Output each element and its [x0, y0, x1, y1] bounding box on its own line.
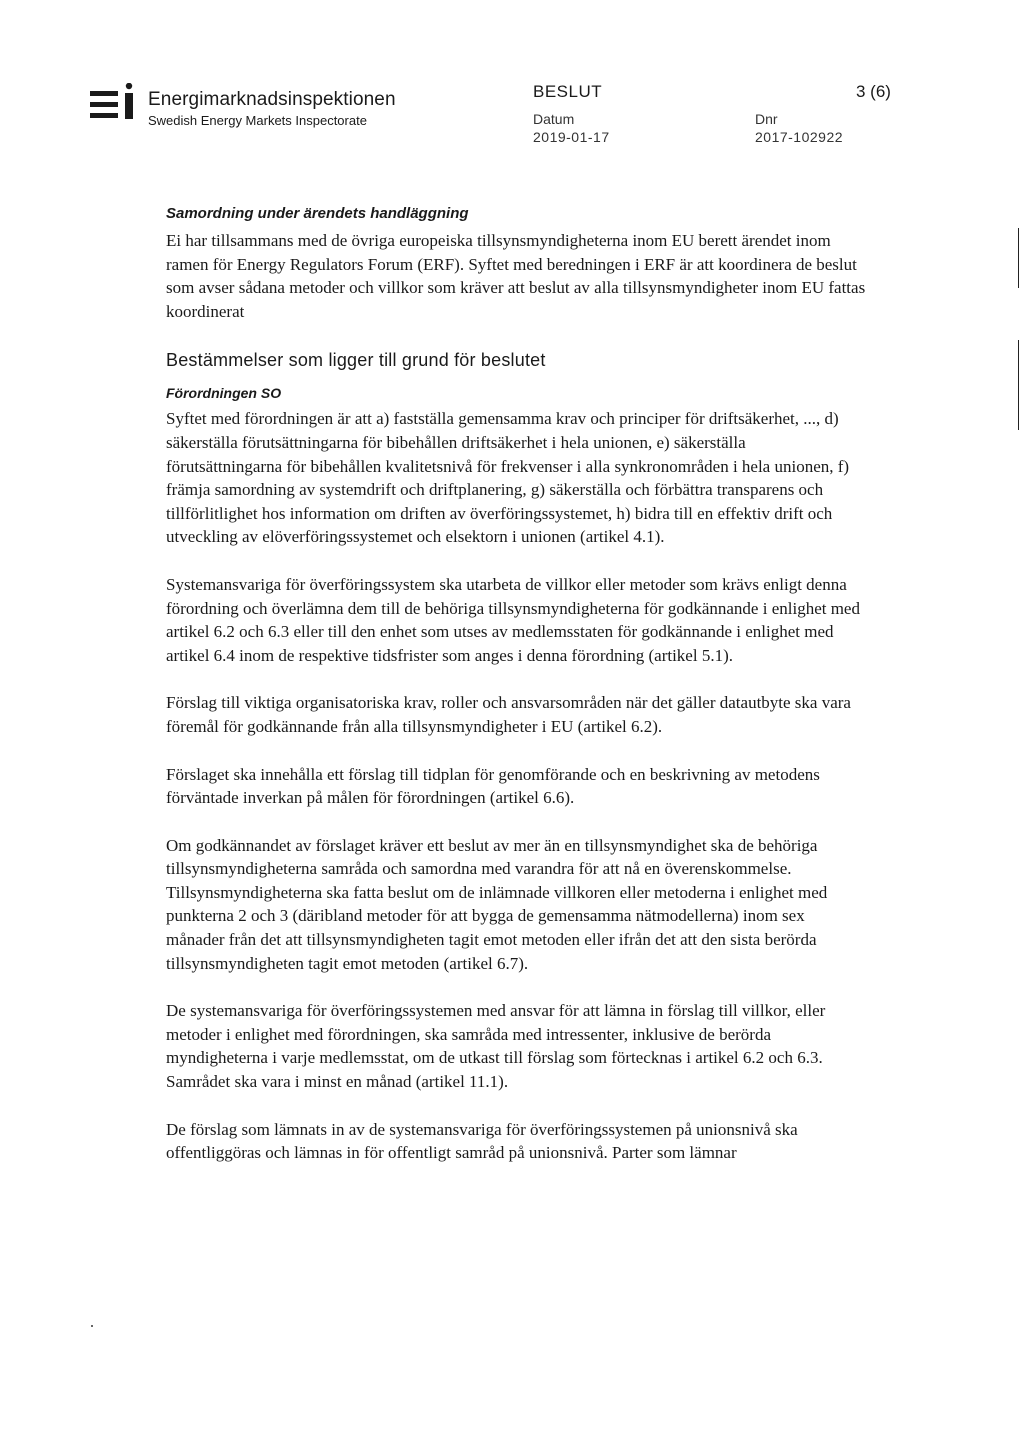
- paragraph-public-consultation: De förslag som lämnats in av de systemansvariga för överföringssystemen på unionsnivå ska offentliggöras och lämnas in för offentligt samråd på unionsnivå. Parter som lämnar: [166, 1119, 798, 1163]
- ei-logo-icon: [90, 83, 138, 125]
- paragraph-stakeholder-consultation: De systemansvariga för överföringssystemen med ansvar för att lämna in förslag till villkor, eller metoder i enlighet med förordningen, ska samråda med intressenter, inklusive de berörda myndigheterna i varje medlemsstat, om de utkast till förslag som förtecknas i artikel 6.2 och 6.3. Samrådet ska vara i minst en månad (artikel 11.1).: [166, 1001, 826, 1092]
- scan-edge-mark: [1018, 340, 1019, 430]
- organization-name: Energimarknadsinspektionen: [148, 89, 396, 110]
- date-label: Datum: [533, 111, 575, 127]
- organization-subtitle: Swedish Energy Markets Inspectorate: [148, 113, 367, 128]
- dnr-value: 2017-102922: [755, 129, 844, 145]
- date-value: 2019-01-17: [533, 129, 610, 145]
- paragraph-tso-obligations: Systemansvariga för överföringssystem ska utarbeta de villkor eller metoder som krävs enligt denna förordning och överlämna dem till de behöriga tillsynsmyndigheterna för godkännande i enlighet med artikel 6.2 och 6.3 eller till den enhet som utses av medlemsstaten för godkännande i enlighet med artikel 6.4 inom de respektive tidsfrister som anges i denna förordning (artikel 5.1).: [166, 574, 860, 665]
- coordination-paragraph: Ei har tillsammans med de övriga europeiska tillsynsmyndigheterna inom EU berett ärendet inom ramen för Energy Regulators Forum (ERF). Syftet med beredningen i ERF är att koordinera de beslut som avser sådana metoder och villkor som kräver att beslut av alla tillsynsmyndigheter inom EU fattas koordinerat: [166, 231, 866, 321]
- paragraph-organisational-requirements: Förslag till viktiga organisatoriska krav, roller och ansvarsområden när det gäller datautbyte ska vara föremål för godkännande från alla tillsynsmyndigheter i EU (artikel 6.2).: [166, 693, 851, 736]
- document-type: BESLUT: [533, 82, 603, 101]
- scan-edge-mark: [1018, 228, 1019, 288]
- document-header: [0, 0, 1024, 160]
- page-number: 3 (6): [856, 82, 891, 101]
- provisions-heading: Bestämmelser som ligger till grund för beslutet: [166, 350, 546, 371]
- coordination-heading: Samordning under ärendets handläggning: [166, 205, 469, 222]
- document-body: [166, 203, 866, 1165]
- regulation-so-heading: Förordningen SO: [166, 385, 282, 402]
- paragraph-approval-procedure: Om godkännandet av förslaget kräver ett beslut av mer än en tillsynsmyndighet ska de behöriga tillsynsmyndigheterna samråda och samordna med varandra för att nå en överenskommelse. Tillsynsmyndigheterna ska fatta beslut om de inlämnade villkoren eller metoderna i enlighet med punkterna 2 och 3 (däribland metoder för att bygga de gemensamma nätmodellerna) inom sex månader från det att tillsynsmyndigheten tagit emot metoden eller ifrån det att den sista berörda tillsynsmyndigheten tagit emot metoden (artikel 6.7).: [166, 835, 828, 973]
- paragraph-proposal-content: Förslaget ska innehålla ett förslag till tidplan för genomförande och en beskrivning av metodens förväntade inverkan på målen för förordningen (artikel 6.6).: [166, 764, 820, 808]
- paragraph-purpose: Syftet med förordningen är att a) fastställa gemensamma krav och principer för driftsäkerhet, ..., d) säkerställa förutsättningarna för bibehållen driftsäkerhet i hela unionen, e) säkerställa förutsättningarna för bibehållen kvalitetsnivå för frekvenser i alla synkronområden i hela unionen, f) främja samordning av systemdrift och driftplanering, g) säkerställa och förbättra transparens och tillförlitlighet hos information om driften av överföringssystemet, h) bidra till en effektiv drift och utveckling av elöverföringssystemet och elsektorn i unionen (artikel 4.1).: [166, 409, 850, 547]
- dnr-label: Dnr: [755, 111, 778, 127]
- scan-dot: [91, 1325, 93, 1327]
